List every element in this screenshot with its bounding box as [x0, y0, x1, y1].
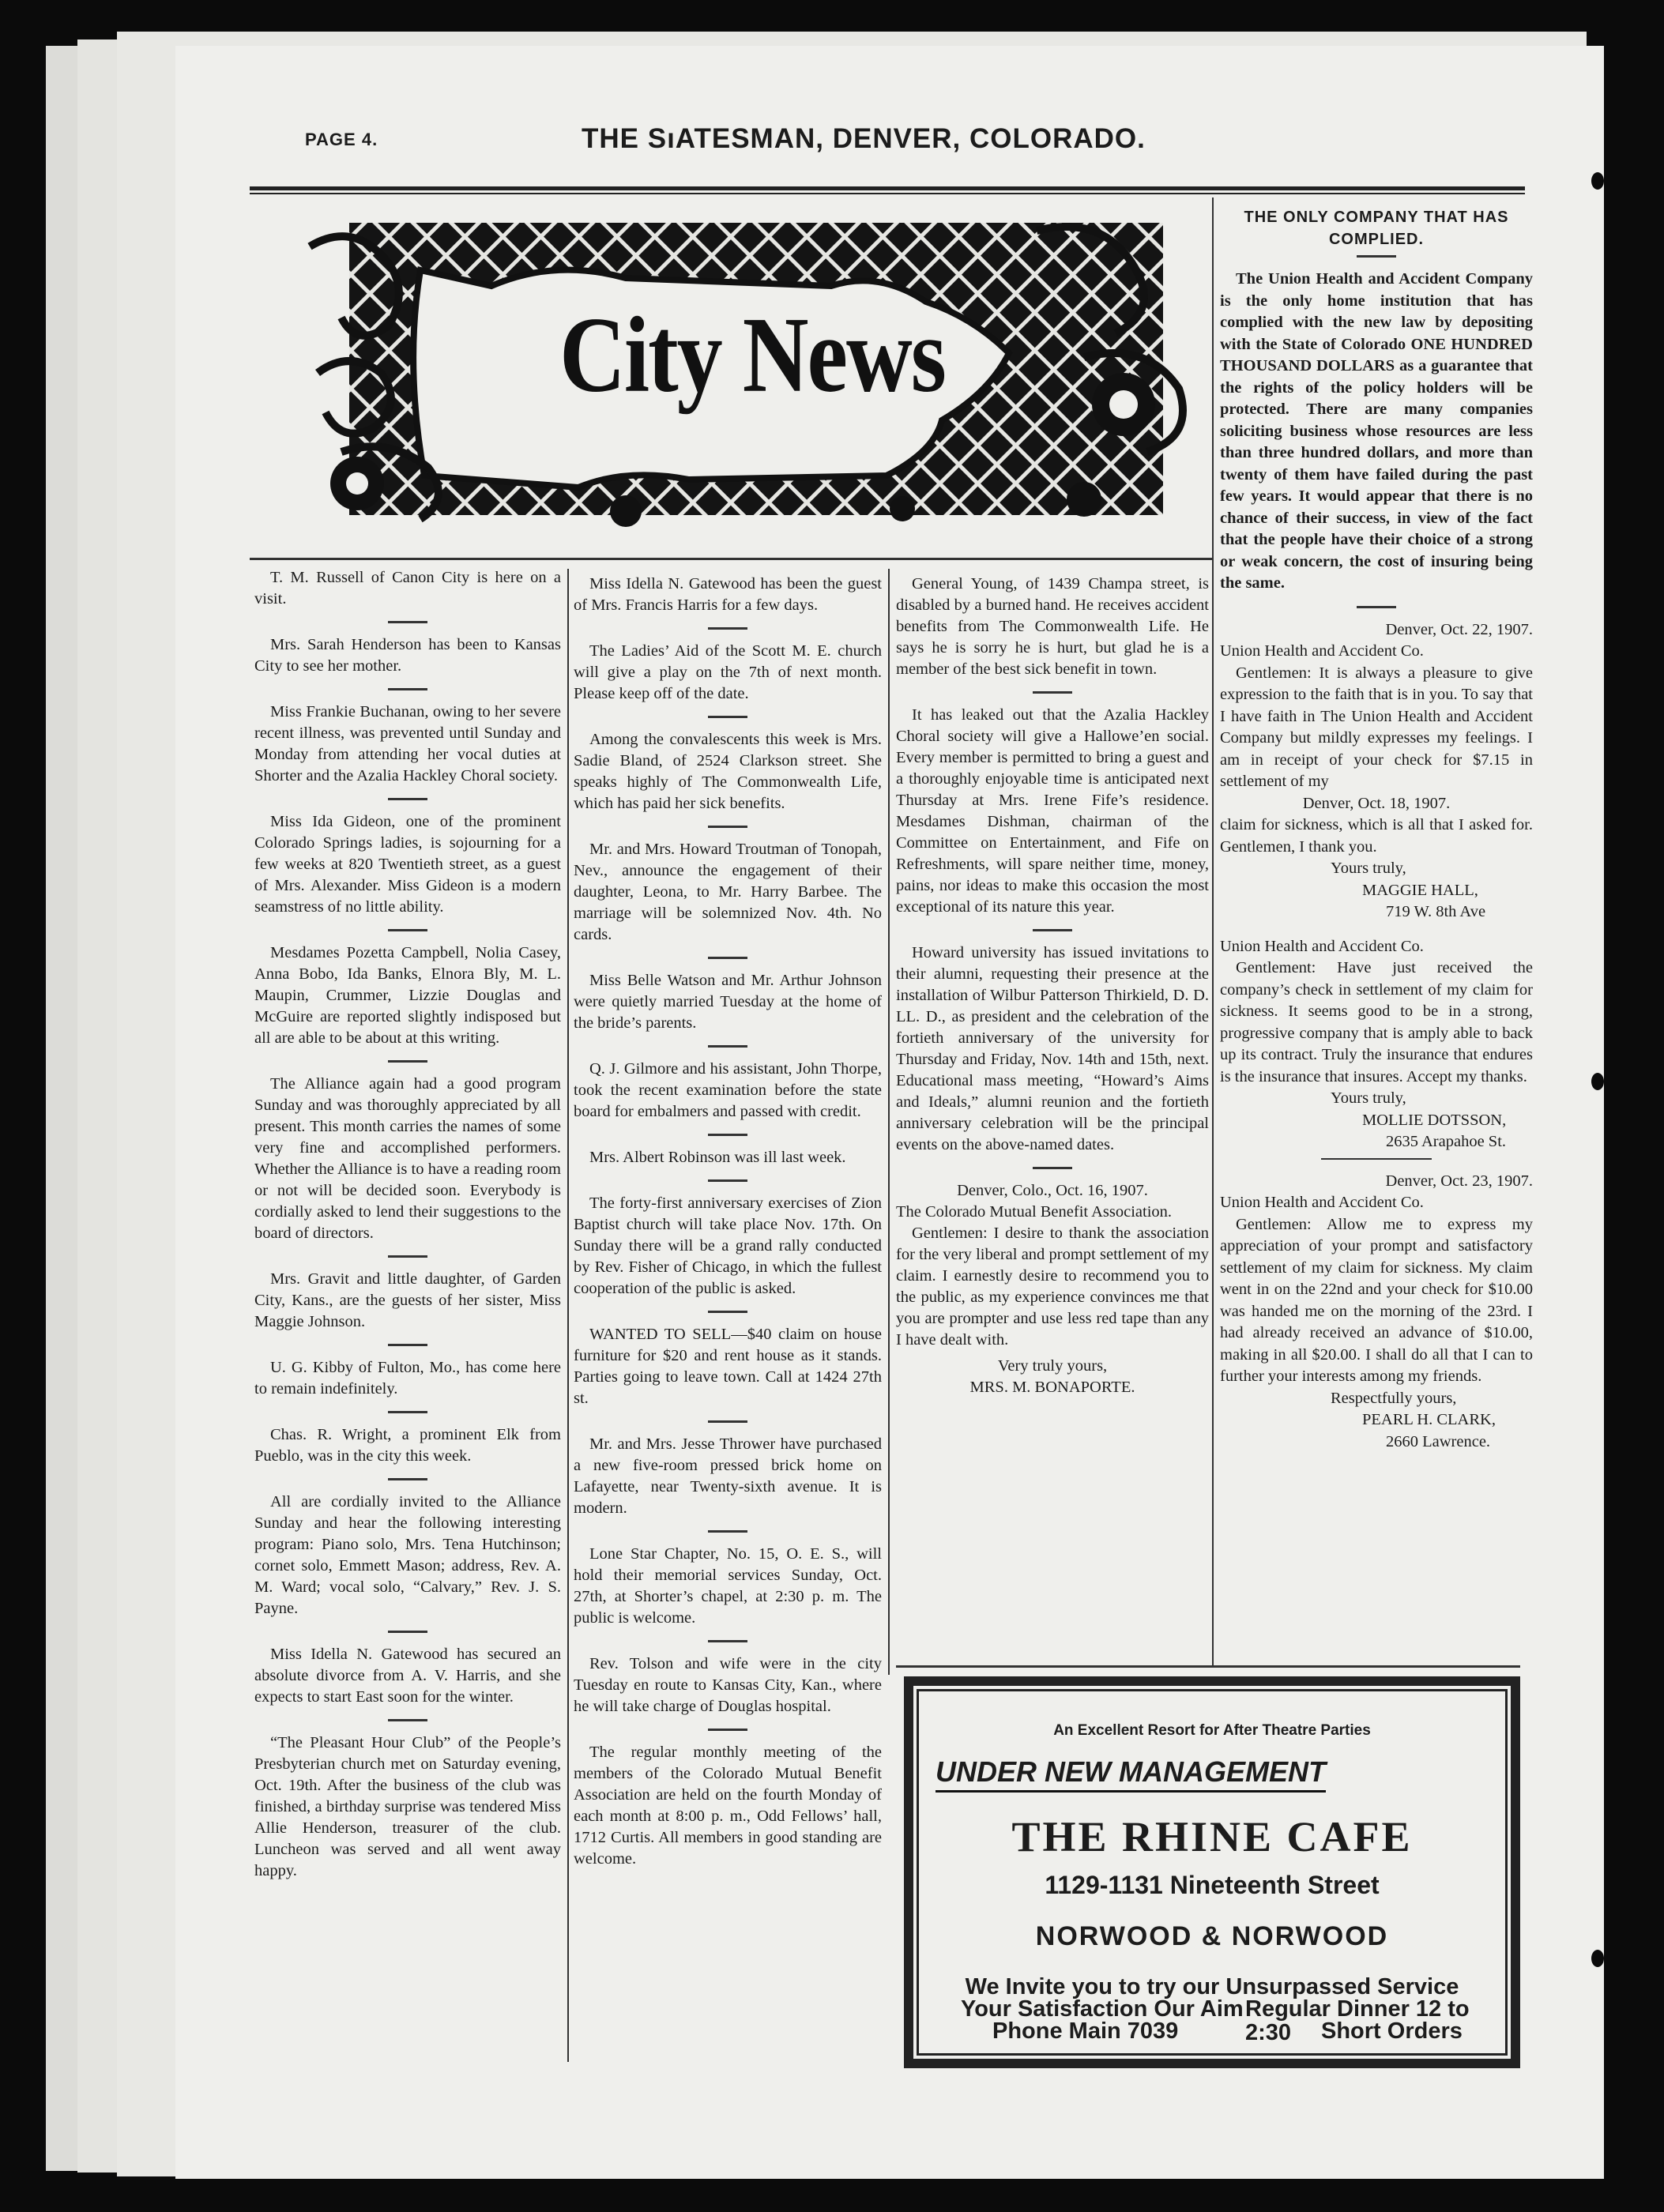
ad-line: Short Orders — [1321, 2018, 1463, 2044]
item-separator — [708, 1420, 747, 1423]
letter-date: Denver, Oct. 18, 1907. — [1302, 794, 1451, 812]
news-item: U. G. Kibby of Fulton, Mo., has come here to remain indefinitely. — [254, 1359, 561, 1398]
news-item: Among the convalescents this week is Mrs. Sadie Bland, of 2524 Clarkson street. She speaks highly of The Commonwealth Life, which has paid her sick benefits. — [574, 731, 882, 812]
letter-date: Denver, Oct. 22, 1907. — [1385, 620, 1533, 638]
letter-closing: Yours truly, — [1331, 1089, 1406, 1107]
masthead-rule — [250, 193, 1525, 194]
news-item: T. M. Russell of Canon City is here on a visit. — [254, 569, 561, 608]
ad-tagline: An Excellent Resort for After Theatre Parties — [1053, 1722, 1371, 1739]
news-item: Miss Ida Gideon, one of the prominent Colorado Springs ladies, is sojourning for a few weeks at 820 Twentieth street, as a guest of Mrs. Alexander. Miss Gideon is a modern seamstress of no little ability. — [254, 813, 561, 916]
ad-business-name: THE RHINE CAFE — [1011, 1813, 1413, 1860]
letter-addressee: The Colorado Mutual Benefit Association. — [896, 1203, 1173, 1221]
item-separator — [388, 929, 427, 931]
binding-hole — [1591, 1073, 1604, 1090]
letter-addressee: Union Health and Accident Co. — [1220, 1194, 1424, 1211]
item-separator — [1321, 1158, 1432, 1160]
news-item: Miss Frankie Buchanan, owing to her severe recent illness, was prevented until Sunday and Monday from attending her vocal duties at Shorter and the Azalia Hackley Choral society. — [254, 703, 561, 784]
item-separator — [388, 688, 427, 690]
banner-rule — [250, 558, 1212, 560]
letter-body: Gentlemen: Allow me to express my appreciation of your prompt and satisfactory settlement of my claim for sickness. My claim went in on the 22nd and your check for $10.00 was handed me on the morning of the 23rd. I had already received an advance of $10.00, making in all $20.00. I shall do all that I can to further your interests among my friends. — [1220, 1215, 1533, 1385]
item-separator — [708, 716, 747, 718]
news-item: Mr. and Mrs. Howard Troutman of Tonopah, Nev., announce the engagement of their daughter, Leona, to Mr. Harry Barbee. The marriage will be solemnized Nov. 4th. No cards. — [574, 841, 882, 943]
item-separator — [708, 957, 747, 959]
news-item: Howard university has issued invitations to their alumni, requesting their presence at the installation of Wilbur Patterson Thirkield, D. D. LL. D., as president and the celebration of the fortieth anniversary of the university for Thursday and Friday, Nov. 14th and 15th, next. Educational mass meeting, “Howard’s Aims and Ideals,” alumni reunion and the fortieth anniversary celebration will be the principal events on the above-named dates. — [896, 944, 1209, 1153]
item-separator — [708, 1179, 747, 1182]
news-column-3 — [896, 574, 1209, 1398]
letter-signature: MOLLIE DOTSSON, — [1362, 1111, 1507, 1129]
letter-closing: Very truly yours, — [997, 1357, 1108, 1375]
city-news-title: City News — [559, 295, 945, 416]
item-separator — [1033, 691, 1072, 694]
insurance-column — [1220, 207, 1533, 1453]
letter-body: Gentlemen: It is always a pleasure to give expression to the faith that is in you. To say that I have faith in The Union Health and Accident Company but mildly expresses my feelings. I am in receipt of your check for $7.15 in settlement of my — [1220, 664, 1533, 790]
news-column-2 — [574, 574, 882, 1884]
letter-address: 2635 Arapahoe St. — [1386, 1133, 1507, 1150]
item-separator — [1033, 929, 1072, 931]
ad-line: Phone Main 7039 — [992, 2018, 1179, 2044]
news-item: “The Pleasant Hour Club” of the People’s Presbyterian church met on Saturday evening, Oct. 19th. After the business of the club was finished, a birthday surprise was tendered Miss Allie Henderson, treasurer of the club. Luncheon was served and all went away happy. — [254, 1734, 561, 1879]
binding-hole — [1591, 1950, 1604, 1967]
item-separator — [388, 621, 427, 623]
letter-addressee: Union Health and Accident Co. — [1220, 642, 1424, 660]
news-item: The Alliance again had a good program Sunday and was thoroughly appreciated by all present. This month carries the names of some very fine and accomplished performers. Whether the Alliance is to have a reading room or not will be decided soon. Everybody is cordially asked to lend their suggestions to the board of directors. — [254, 1075, 561, 1242]
item-separator — [708, 1311, 747, 1313]
item-separator — [388, 1631, 427, 1633]
item-separator — [708, 627, 747, 630]
letter-address: 719 W. 8th Ave — [1386, 903, 1486, 920]
letter-address: 2660 Lawrence. — [1386, 1432, 1491, 1450]
news-item: Q. J. Gilmore and his assistant, John Thorpe, took the recent examination before the state board for embalmers and passed with credit. — [574, 1060, 882, 1120]
news-item: The Ladies’ Aid of the Scott M. E. church will give a play on the 7th of next month. Please keep off of the date. — [574, 642, 882, 702]
ad-management: UNDER NEW MANAGEMENT — [936, 1755, 1326, 1793]
item-separator — [708, 1045, 747, 1048]
news-item: The forty-first anniversary exercises of Zion Baptist church will take place Nov. 17th. On Sunday there will be a grand rally conducted by Rev. Fisher of Chicago, in which the fullest cooperation of the public is asked. — [574, 1194, 882, 1297]
ad-line: Your Satisfaction Our Aim — [961, 1996, 1244, 2022]
item-separator — [388, 798, 427, 800]
news-item: Miss Belle Watson and Mr. Arthur Johnson were quietly married Tuesday at the home of the bride’s parents. — [574, 972, 882, 1032]
heading-separator — [1357, 255, 1396, 258]
news-item: Rev. Tolson and wife were in the city Tuesday en route to Kansas City, Kan., where he will take charge of Douglas hospital. — [574, 1655, 882, 1715]
news-item: Miss Idella N. Gatewood has been the guest of Mrs. Francis Harris for a few days. — [574, 575, 882, 614]
letter-signature: MAGGIE HALL, — [1362, 881, 1478, 899]
item-separator — [708, 1134, 747, 1136]
item-separator — [388, 1719, 427, 1721]
news-item: All are cordially invited to the Alliance Sunday and hear the following interesting program: Piano solo, Mrs. Tena Hutchinson; cornet solo, Emmett Mason; address, Rev. A. M. Ward; vocal solo, “Calvary,” Rev. J. S. Payne. — [254, 1493, 561, 1617]
item-separator — [708, 1729, 747, 1731]
ad-line: We Invite you to try our Unsurpassed Service — [965, 1974, 1459, 1999]
column-rule — [888, 569, 890, 1675]
letter-signature: MRS. M. BONAPORTE. — [969, 1379, 1135, 1396]
news-item: It has leaked out that the Azalia Hackley Choral society will give a Hallowe’en social. Every member is permitted to bring a guest and a thoroughly enjoyable time is anticipated next Thursday at Mrs. Irene Fife’s residence. Mesdames Dishman, chairman of the Committee on Entertainment, and Fife on Refreshments, will spare neither time, money, pains, nor ideas to make this occasion the most exceptional of its nature this year. — [896, 706, 1209, 916]
letter-signature: PEARL H. CLARK, — [1362, 1411, 1496, 1428]
item-separator — [1357, 606, 1396, 608]
ad-address: 1129-1131 Nineteenth Street — [1045, 1871, 1380, 1899]
news-item: The regular monthly meeting of the members of the Colorado Mutual Benefit Association are held on the fourth Monday of each month at 8:00 p. m., Odd Fellows’ hall, 1712 Curtis. All members in good standing are welcome. — [574, 1744, 882, 1868]
item-separator — [388, 1060, 427, 1063]
news-item: Miss Idella N. Gatewood has secured an absolute divorce from A. V. Harris, and she expects to start East soon for the winter. — [254, 1646, 561, 1706]
rhine-cafe-advertisement — [904, 1676, 1520, 2068]
news-item: WANTED TO SELL—$40 claim on house furniture for $20 and rent house as it stands. Parties going to leave town. Call at 1424 27th st. — [574, 1326, 882, 1407]
item-separator — [388, 1478, 427, 1480]
column-end-rule — [896, 1665, 1520, 1668]
item-separator — [388, 1344, 427, 1346]
ad-owners: NORWOOD & NORWOOD — [1035, 1921, 1389, 1951]
page-number: PAGE 4. — [305, 130, 378, 149]
letter-addressee: Union Health and Accident Co. — [1220, 937, 1424, 955]
news-item: Mesdames Pozetta Campbell, Nolia Casey, Anna Bobo, Ida Banks, Elnora Bly, M. L. Maupin, Crummer, Lizzie Douglas and McGuire are reported slightly indisposed but all are able to be about at this writing. — [254, 944, 561, 1047]
item-separator — [708, 826, 747, 828]
news-item: Lone Star Chapter, No. 15, O. E. S., will hold their memorial services Sunday, Oct. 27th, at Shorter’s chapel, at 2:30 p. m. The public is welcome. — [574, 1545, 882, 1627]
column-rule — [567, 569, 569, 2062]
news-item: Mrs. Sarah Henderson has been to Kansas City to see her mother. — [254, 636, 561, 675]
letter-body: Gentlement: Have just received the company’s check in settlement of my claim for sickness. It seems good to be in a strong, progressive company that is amply able to back up its contract. Truly the insurance that endures is the insurance that insures. Accept my thanks. — [1220, 959, 1533, 1085]
item-separator — [708, 1530, 747, 1533]
item-separator — [388, 1411, 427, 1413]
letter-date: Denver, Colo., Oct. 16, 1907. — [957, 1182, 1148, 1199]
letter-body: Gentlemen: I desire to thank the association for the very liberal and prompt settlement of my claim. I earnestly desire to recommend you to the public, as my experience convinces me that you are prompter and use less red tape than any I have dealt with. — [896, 1224, 1209, 1349]
letter-closing: Yours truly, — [1331, 860, 1406, 877]
news-item: Mr. and Mrs. Jesse Thrower have purchased a new five-room pressed brick home on Lafayette, near Twenty-sixth avenue. It is modern. — [574, 1435, 882, 1517]
item-separator — [1033, 1167, 1072, 1169]
news-item: Mrs. Gravit and little daughter, of Garden City, Kans., are the guests of her sister, Miss Maggie Johnson. — [254, 1270, 561, 1330]
binding-hole — [1591, 172, 1604, 190]
letter-date: Denver, Oct. 23, 1907. — [1385, 1172, 1533, 1190]
item-separator — [708, 1640, 747, 1642]
news-item: Chas. R. Wright, a prominent Elk from Pueblo, was in the city this week. — [254, 1426, 561, 1465]
column-heading: THE ONLY COMPANY THAT HAS COMPLIED. — [1244, 209, 1509, 248]
item-separator — [388, 1255, 427, 1258]
ad-line: Regular Dinner 12 to 2:30 — [1245, 1996, 1470, 2045]
news-item: Mrs. Albert Robinson was ill last week. — [589, 1149, 846, 1166]
news-item: General Young, of 1439 Champa street, is disabled by a burned hand. He receives accident benefits from The Commonwealth Life. He says he is sorry he is hurt, but glad he is a member of the best sick benefit in town. — [896, 575, 1209, 678]
masthead-rule — [250, 186, 1525, 190]
letter-closing: Respectfully yours, — [1331, 1389, 1457, 1407]
letter-body: claim for sickness, which is all that I asked for. Gentlemen, I thank you. — [1220, 816, 1533, 856]
insurance-intro: The Union Health and Accident Company is the only home institution that has complied with the new law by depositing with the State of Colorado ONE HUNDRED THOUSAND DOLLARS as a guarantee that the rights of the policy holders will be protected. There are many companies soliciting business whose resources are less than three hundred dollars, and more than twenty of them have failed during the past few years. It would appear that there is no chance of their success, in view of the fact that the people have their choice of a strong or weak concern, the cost of insuring being the same. — [1220, 270, 1533, 592]
column-rule — [1212, 198, 1214, 1667]
masthead: THE SıATESMAN, DENVER, COLORADO. — [582, 123, 1146, 154]
news-column-1 — [254, 567, 561, 1896]
